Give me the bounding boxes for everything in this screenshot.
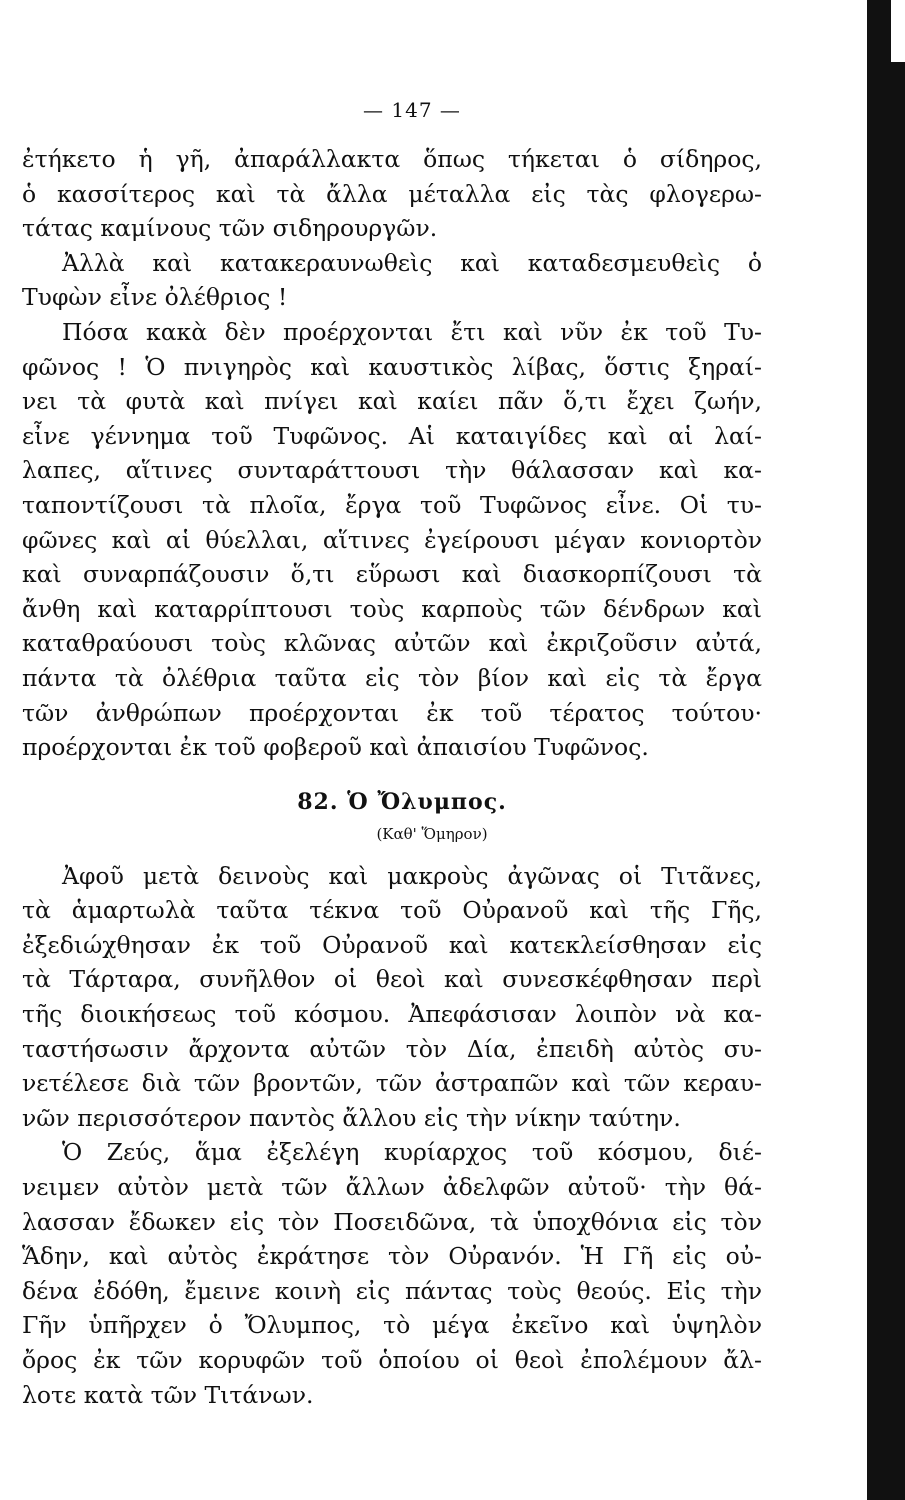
- text-line: Ὁ Ζεύς, ἅμα ἐξελέγη κυρίαρχος τοῦ κόσμου, διέ-: [62, 1138, 762, 1167]
- text-line: νετέλεσε διὰ τῶν βροντῶν, τῶν ἀστραπῶν καὶ τῶν κεραυ-: [22, 1069, 762, 1098]
- text-line: ταστήσωσιν ἄρχοντα αὐτῶν τὸν Δία, ἐπειδὴ αὐτὸς συ-: [22, 1034, 762, 1063]
- text-line: τῶν ἀνθρώπων προέρχονται ἐκ τοῦ τέρατος τούτου·: [22, 698, 762, 727]
- text-line: Ἀλλὰ καὶ κατακεραυνωθεὶς καὶ καταδεσμευθεὶς ὁ: [62, 248, 762, 277]
- paragraph: [22, 246, 762, 315]
- text-line: λαπες, αἵτινες συνταράττουσι τὴν θάλασσαν καὶ κα-: [22, 456, 762, 485]
- paragraph: [22, 1135, 762, 1412]
- page-edge-shadow: [867, 0, 905, 1500]
- text-line: τὰ ἁμαρτωλὰ ταῦτα τέκνα τοῦ Οὐρανοῦ καὶ τῆς Γῆς,: [22, 896, 762, 925]
- text-line: νειμεν αὐτὸν μετὰ τῶν ἄλλων ἀδελφῶν αὐτοῦ· τὴν θά-: [22, 1173, 762, 1202]
- text-line: δένα ἐδόθη, ἔμεινε κοινὴ εἰς πάντας τοὺς θεούς. Εἰς τὴν: [22, 1276, 762, 1305]
- section-heading: 82. Ὁ Ὄλυμπος.: [297, 788, 507, 815]
- text-line: Ἅδην, καὶ αὐτὸς ἐκράτησε τὸν Οὐρανόν. Ἡ Γῆ εἰς οὐ-: [22, 1242, 762, 1271]
- text-line: πάντα τὰ ὀλέθρια ταῦτα εἰς τὸν βίον καὶ εἰς τὰ ἔργα: [22, 663, 762, 692]
- text-line: φῶνος ! Ὁ πνιγηρὸς καὶ καυστικὸς λίβας, ὅστις ξηραί-: [22, 352, 762, 381]
- text-line: νει τὰ φυτὰ καὶ πνίγει καὶ καίει πᾶν ὅ,τι ἔχει ζωήν,: [22, 387, 762, 416]
- text-line: φῶνες καὶ αἱ θύελλαι, αἵτινες ἐγείρουσι μέγαν κονιορτὸν: [22, 525, 762, 554]
- text-line: ὁ κασσίτερος καὶ τὰ ἄλλα μέταλλα εἰς τὰς φλογερω-: [22, 179, 762, 208]
- text-line: ἄνθη καὶ καταρρίπτουσι τοὺς καρποὺς τῶν δένδρων καὶ: [22, 594, 762, 623]
- text-line: ἐξεδιώχθησαν ἐκ τοῦ Οὐρανοῦ καὶ κατεκλείσθησαν εἰς: [22, 930, 762, 959]
- text-line: τάτας καμίνους τῶν σιδηρουργῶν.: [22, 214, 438, 243]
- paragraph: [22, 315, 762, 765]
- text-line: λασσαν ἔδωκεν εἰς τὸν Ποσειδῶνα, τὰ ὑποχθόνια εἰς τὸν: [22, 1207, 762, 1236]
- section-subtitle: (Καθ' Ὅμηρον): [376, 824, 488, 843]
- text-line: τῆς διοικήσεως τοῦ κόσμου. Ἀπεφάσισαν λοιπὸν νὰ κα-: [22, 1000, 762, 1029]
- text-line: τὰ Τάρταρα, συνῆλθον οἱ θεοὶ καὶ συνεσκέφθησαν περὶ: [22, 965, 762, 994]
- text-line: ταποντίζουσι τὰ πλοῖα, ἔργα τοῦ Τυφῶνος εἶνε. Οἱ τυ-: [22, 490, 762, 519]
- text-line: καὶ συναρπάζουσιν ὅ,τι εὕρωσι καὶ διασκορπίζουσι τὰ: [22, 560, 762, 589]
- text-line: λοτε κατὰ τῶν Τιτάνων.: [22, 1380, 314, 1409]
- text-line: Πόσα κακὰ δὲν προέρχονται ἔτι καὶ νῦν ἐκ τοῦ Τυ-: [62, 317, 762, 346]
- book-page: [22, 98, 762, 1412]
- text-line: Τυφὼν εἶνε ὀλέθριος !: [22, 283, 288, 312]
- page-edge-notch: [891, 0, 905, 62]
- paragraph: [22, 142, 762, 246]
- text-block-bottom: [22, 859, 762, 1413]
- text-line: προέρχονται ἐκ τοῦ φοβεροῦ καὶ ἀπαισίου Τυφῶνος.: [22, 733, 649, 762]
- text-line: εἶνε γέννημα τοῦ Τυφῶνος. Αἱ καταιγίδες καὶ αἱ λαί-: [22, 421, 762, 450]
- text-block-top: [22, 142, 762, 765]
- page-number: — 147 —: [363, 98, 461, 122]
- paragraph: [22, 859, 762, 1136]
- text-line: Γῆν ὑπῆρχεν ὁ Ὄλυμπος, τὸ μέγα ἐκεῖνο καὶ ὑψηλὸν: [22, 1311, 762, 1340]
- text-line: ἐτήκετο ἡ γῆ, ἀπαράλλακτα ὅπως τήκεται ὁ σίδηρος,: [22, 145, 762, 173]
- text-line: Ἀφοῦ μετὰ δεινοὺς καὶ μακροὺς ἀγῶνας οἱ Τιτᾶνες,: [62, 861, 762, 890]
- text-line: καταθραύουσι τοὺς κλῶνας αὐτῶν καὶ ἐκριζοῦσιν αὐτά,: [22, 629, 762, 658]
- text-line: νῶν περισσότερον παντὸς ἄλλου εἰς τὴν νίκην ταύτην.: [22, 1103, 681, 1132]
- text-line: ὄρος ἐκ τῶν κορυφῶν τοῦ ὁποίου οἱ θεοὶ ἐπολέμουν ἄλ-: [22, 1346, 762, 1374]
